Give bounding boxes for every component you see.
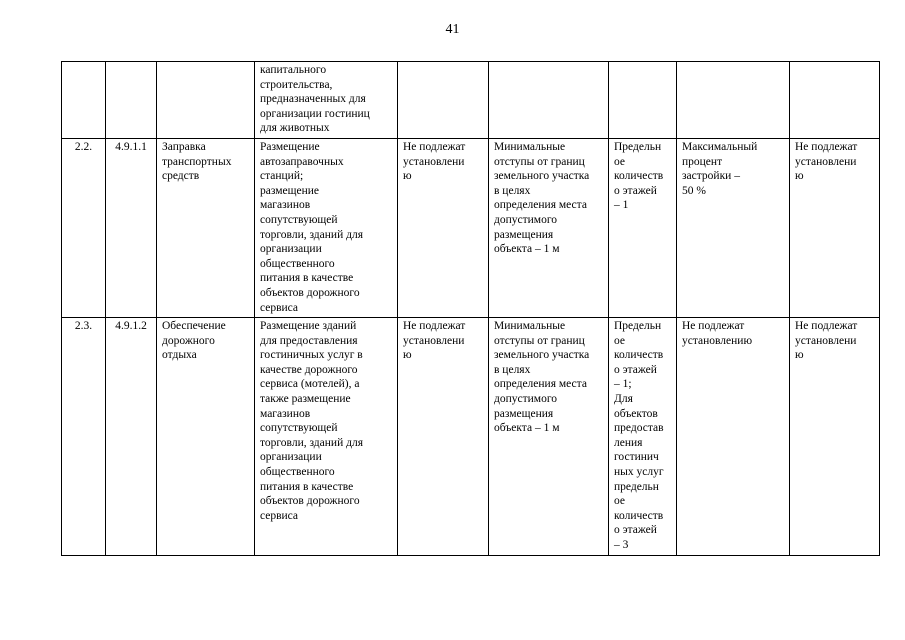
row-name: [157, 62, 255, 139]
row-cell: [609, 62, 677, 139]
row-cell: [790, 62, 880, 139]
table-row: [62, 138, 880, 317]
row-cell: [489, 62, 609, 139]
row-name: Обеспечение дорожного отдыха: [157, 318, 255, 556]
row-cell: Не подлежат установлению: [677, 318, 790, 556]
row-cell: Предельн ое количеств о этажей – 1; Для объектов предостав ления гостинич ных услуг предельн ое количеств о этажей – 3: [609, 318, 677, 556]
row-cell: Не подлежат установлени ю: [398, 138, 489, 317]
row-cell: Максимальный процент застройки – 50 %: [677, 138, 790, 317]
regulations-table: [61, 61, 880, 556]
table-row: [62, 318, 880, 556]
row-code: 4.9.1.2: [106, 318, 157, 556]
row-cell: Не подлежат установлени ю: [790, 318, 880, 556]
row-cell: [398, 62, 489, 139]
table-row: [62, 62, 880, 139]
row-number: 2.3.: [62, 318, 106, 556]
row-cell: Предельн ое количеств о этажей – 1: [609, 138, 677, 317]
row-code: [106, 62, 157, 139]
row-cell: Минимальные отступы от границ земельного участка в целях определения места допустимого размещения объекта – 1 м: [489, 138, 609, 317]
row-number: [62, 62, 106, 139]
row-code: 4.9.1.1: [106, 138, 157, 317]
row-cell: Не подлежат установлени ю: [398, 318, 489, 556]
page-number: 41: [445, 22, 460, 37]
row-cell: Минимальные отступы от границ земельного участка в целях определения места допустимого размещения объекта – 1 м: [489, 318, 609, 556]
row-cell: [677, 62, 790, 139]
row-description: Размещение зданий для предоставления гостиничных услуг в качестве дорожного сервиса (мотелей), а также размещение магазинов сопутствующей торговли, зданий для организации общественного питания в качестве объектов дорожного сервиса: [255, 318, 398, 556]
row-number: 2.2.: [62, 138, 106, 317]
row-name: Заправка транспортных средств: [157, 138, 255, 317]
row-cell: Не подлежат установлени ю: [790, 138, 880, 317]
row-description: капитального строительства, предназначенных для организации гостиниц для животных: [255, 62, 398, 139]
row-description: Размещение автозаправочных станций; размещение магазинов сопутствующей торговли, зданий для организации общественного питания в качестве объектов дорожного сервиса: [255, 138, 398, 317]
